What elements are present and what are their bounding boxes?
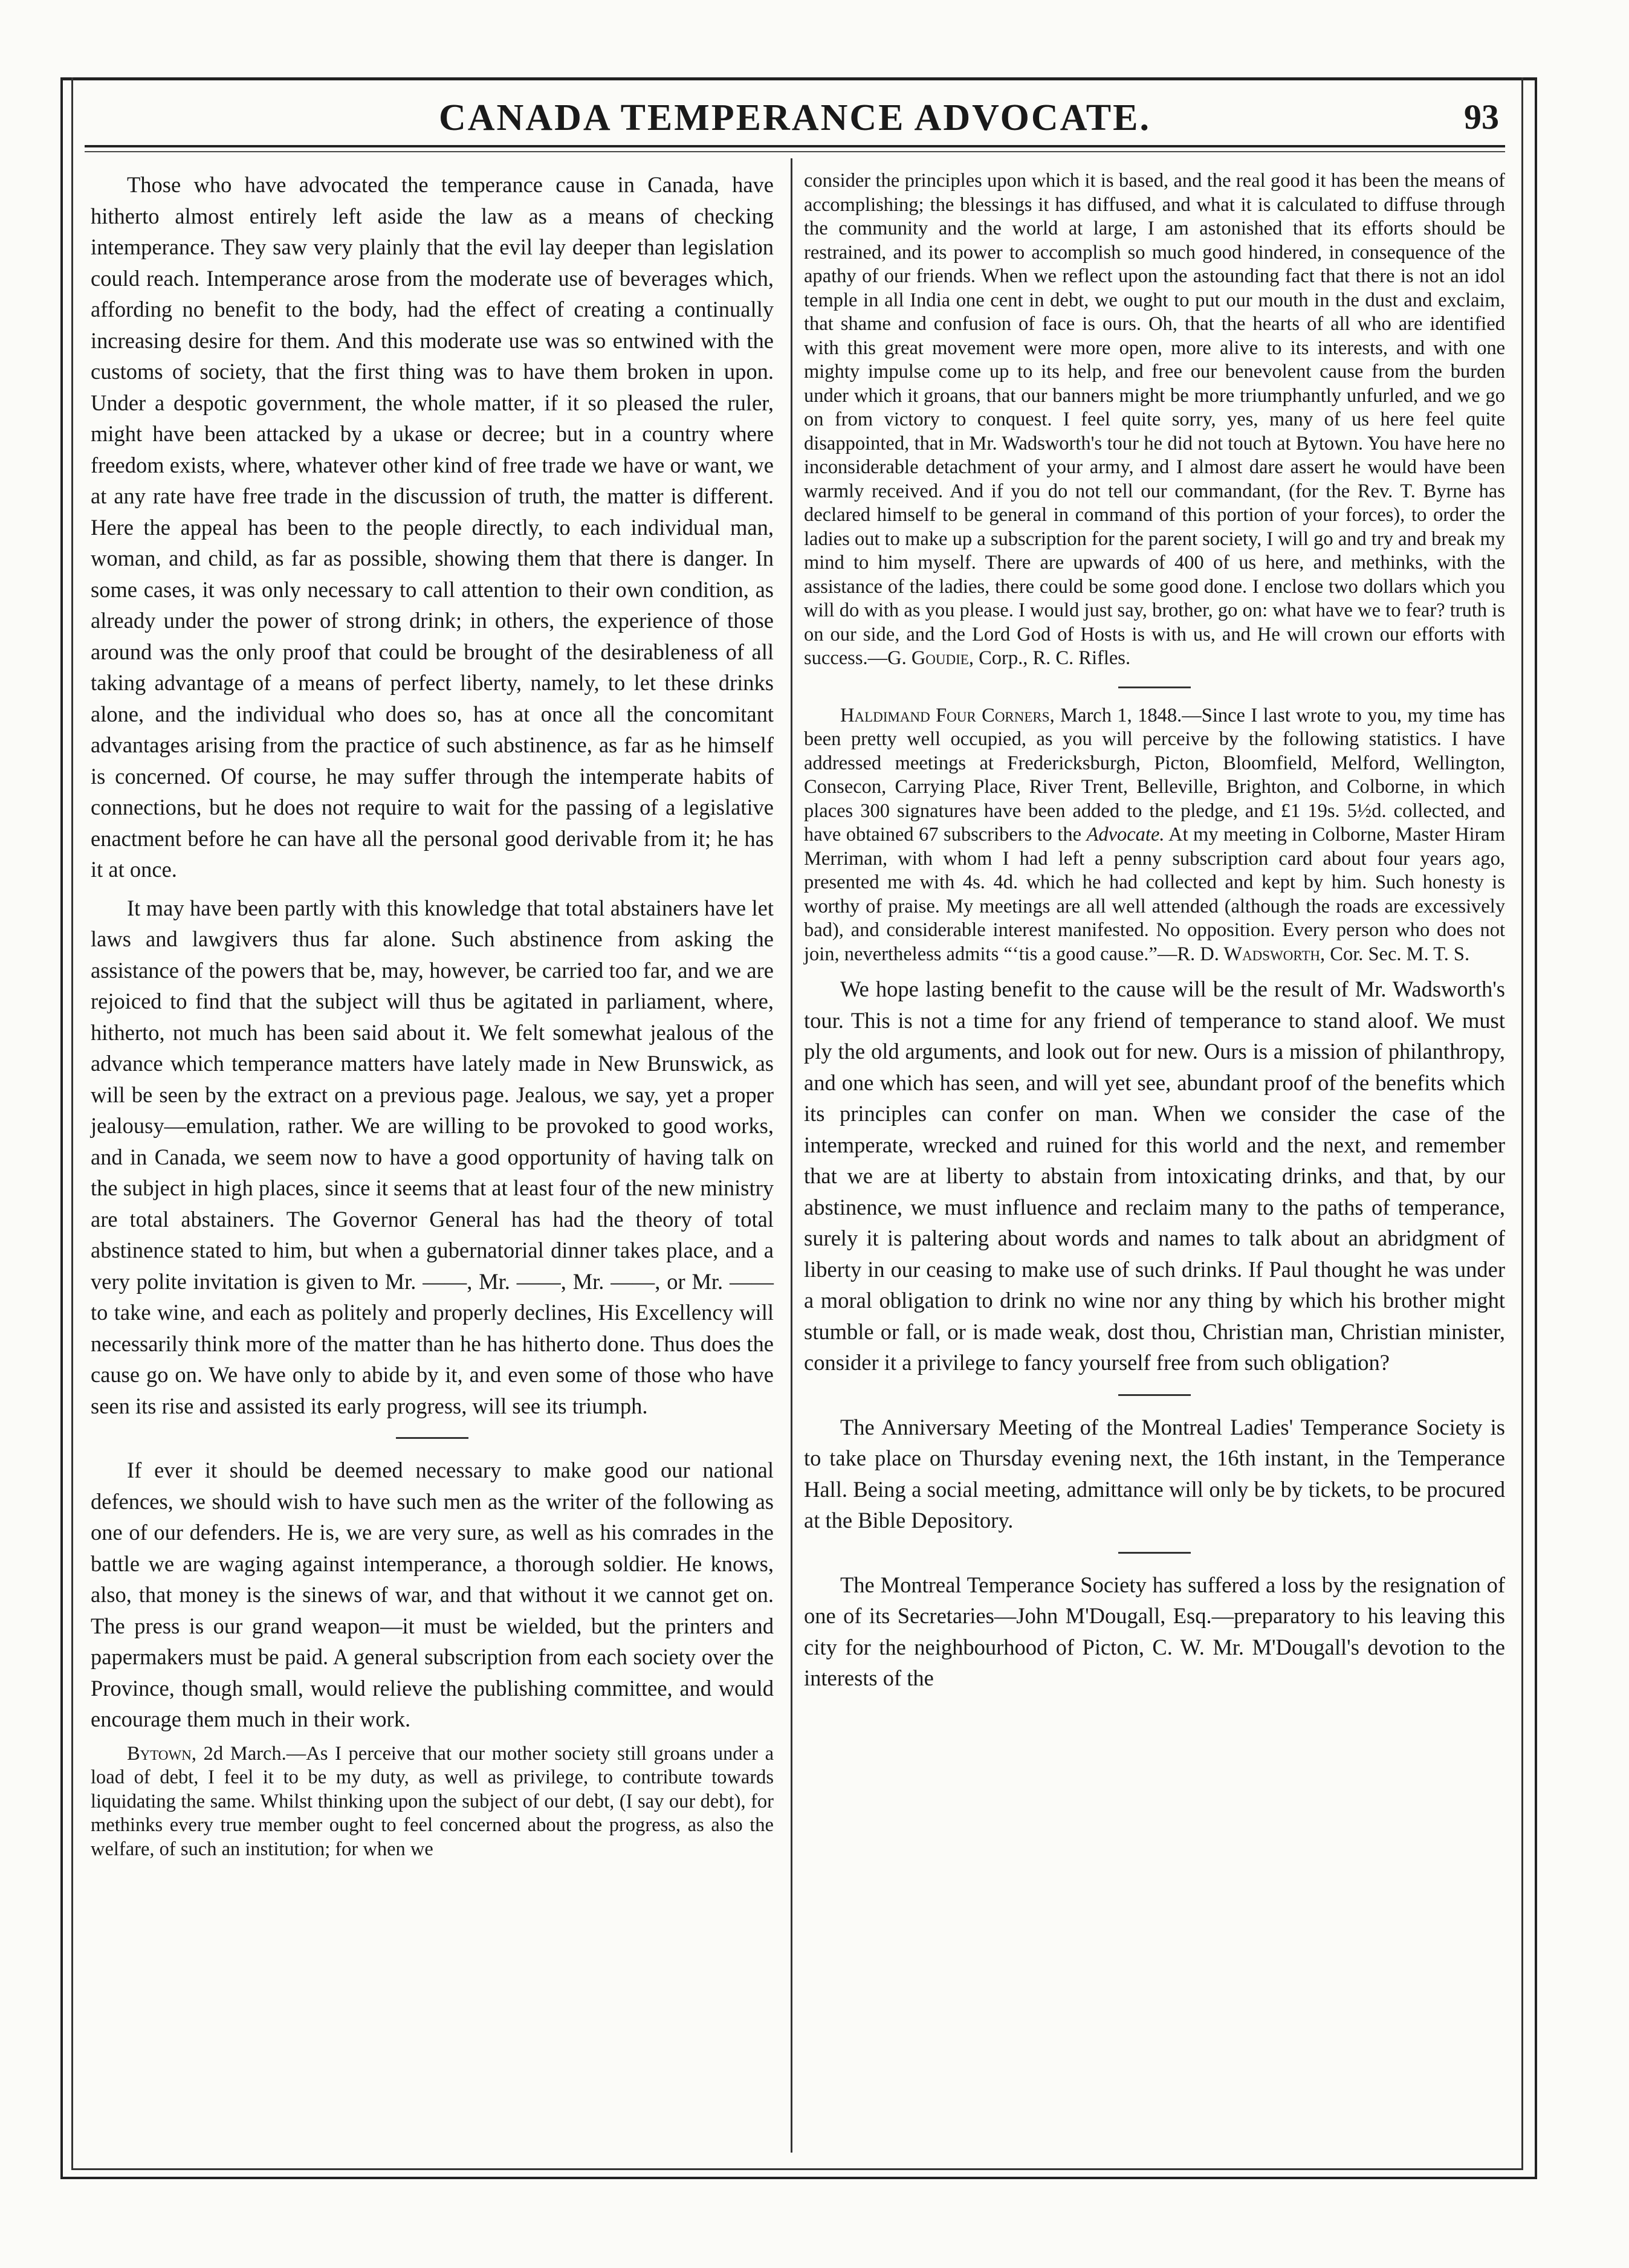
page-border-inner-bottom bbox=[71, 2168, 1523, 2170]
signature-name: R. D. Wadsworth, bbox=[1177, 943, 1326, 965]
editorial-article-tour bbox=[804, 974, 1505, 1378]
italic-title: Advocate. bbox=[1086, 824, 1165, 845]
paragraph: It may have been partly with this knowledge that total abstainers have let laws and lawgivers thus far alone. Such abstinence from asking the assistance of the powers that be, may, however, be carried too far, and we are rejoiced to find that the subject will thus be agitated in parliament, where, hitherto, not much has been said about it. We felt somewhat jealous of the advance which temperance matters have lately made in New Brunswick, as will be seen by the extract on a previous page. Jealous, we say, yet a proper jealousy—emulation, rather. We are willing to be provoked to good works, and in Canada, we seem now to have a good opportunity of having talk on the subject in high places, since it seems that at least four of the new ministry are total abstainers. The Governor General has had the theory of total abstinence stated to him, but when a gubernatorial dinner takes place, and a very polite invitation is given to Mr. ——, Mr. ——, Mr. ——, or Mr. —— to take wine, and each as politely and properly declines, His Excellency will necessarily think more of the matter than he has hitherto done. Thus does the cause go on. We have only to abide by it, and even some of those who have seen its rise and assisted its early progress, will see its triumph. bbox=[91, 895, 774, 1418]
letter-bytown bbox=[91, 1742, 774, 1862]
letter-text: At my meeting in Colborne, Master Hiram Merriman, with whom I had left a penny subscription card about four years ago, presented me with 4s. 4d. which he had collected and kept by him. Such honesty is worthy of praise. My meetings are all well attended (although the roads are excessively bad), and considerable interest manifested. No opposition. Every person who does not join, nevertheless admits “‘tis a good cause.”— bbox=[804, 824, 1505, 965]
paragraph: The Montreal Temperance Society has suffered a loss by the resignation of one of its Secretaries—John M'Dougall, Esq.—preparatory to his leaving this city for the neighbourhood of Picton, C. W. Mr. M'Dougall's devotion to the interests of the bbox=[804, 1572, 1505, 1690]
signature-rest: Corp., R. C. Rifles. bbox=[973, 647, 1131, 669]
letter-text: March 1, 1848.—Since I last wrote to you, my time has been pretty well occupied, as you will perceive by the following statistics. I have addressed meetings at Fredericksburgh, Picton, Bloomfield, Melford, Wellington, Consecon, Carrying Place, River Trent, Belleville, Brighton, and Colborne, in which places 300 signatures have been added to the pledge, and £1 19s. 5½d. collected, and have obtained 67 subscribers to the bbox=[804, 704, 1506, 845]
dateline: Bytown, bbox=[127, 1742, 196, 1765]
header-rule bbox=[85, 145, 1505, 147]
paragraph bbox=[91, 1742, 774, 1862]
page-header bbox=[85, 91, 1505, 139]
page-border-inner-left bbox=[71, 77, 73, 2168]
editorial-article-defenders bbox=[91, 1455, 774, 1735]
paragraph: The Anniversary Meeting of the Montreal Ladies' Temperance Society is to take place on Thursday evening next, the 16th instant, in the Temperance Hall. Being a social meeting, admittance will only be by tickets, to be procured at the Bible Depository. bbox=[804, 1414, 1505, 1533]
masthead-title: CANADA TEMPERANCE ADVOCATE. bbox=[438, 97, 1151, 138]
letter-haldimand bbox=[804, 704, 1505, 967]
signature-name: G. Goudie, bbox=[887, 647, 974, 669]
letter-text: 2d March.—As I perceive that our mother society still groans under a load of debt, I feel it to be my duty, as well as privilege, to contribute towards liquidating the same. Whilst thinking upon the subject of our debt, (I say our debt), for methinks every true member ought to feel concerned about the progress, as also the welfare, of such an institution; for when we bbox=[91, 1742, 774, 1860]
paragraph: If ever it should be deemed necessary to make good our national defences, we should wish to have such men as the writer of the following as one of our defenders. He is, we are very sure, as well as his comrades in the battle we are waging against intemperance, a thorough soldier. He knows, also, that money is the sinews of war, and that without it we cannot get on. The press is our grand weapon—it must be wielded, but the printers and papermakers must be paid. A general subscription from each society over the Province, though small, would relieve the publishing committee, and would encourage them much in their work. bbox=[91, 1458, 774, 1731]
paragraph bbox=[804, 704, 1505, 967]
section-separator bbox=[1118, 1394, 1191, 1396]
letter-bytown-continued bbox=[804, 169, 1505, 671]
paragraph: We hope lasting benefit to the cause will be the result of Mr. Wadsworth's tour. This is not a time for any friend of temperance to stand aloof. We must ply the old arguments, and look out for new. Ours is a mission of philanthropy, and one which has seen, and will yet see, abundant proof of the benefits which its principles can confer on man. When we consider the case of the intemperate, wrecked and ruined for this world and the next, and remember that we are at liberty to abstain from intoxicating drinks, and that, by our abstinence, we must influence and reclaim many to the paths of temperance, surely it is paltering about words and names to talk about an abridgment of liberty in our ceasing to make use of such drinks. If Paul thought he was under a moral obligation to drink no wine nor any thing by which his brother might stumble or fall, or is made weak, dost thou, Christian man, Christian minister, consider it a privilege to fancy yourself free from such obligation? bbox=[804, 977, 1505, 1375]
header-rule-thin bbox=[85, 151, 1505, 152]
notice-anniversary-meeting bbox=[804, 1412, 1505, 1536]
page-border-inner-right bbox=[1521, 77, 1523, 2168]
paragraph bbox=[804, 169, 1505, 671]
notice-mdougall-resignation bbox=[804, 1569, 1505, 1694]
editorial-article-legislation bbox=[91, 169, 774, 1421]
right-column bbox=[804, 169, 1505, 1701]
page-number: 93 bbox=[1464, 97, 1499, 137]
letter-text: consider the principles upon which it is based, and the real good it has been the means of accomplishing; the blessings it has diffused, and what it is calculated to diffuse through the community and the world at large, I am astonished that its efforts should be restrained, and its power to accomplish so much good hindered, in consequence of the apathy of our friends. When we reflect upon the astounding fact that there is not an idol temple in all India one cent in debt, we ought to put our mouth in the dust and exclaim, that shame and confusion of face is ours. Oh, that the hearts of all who are identified with this great movement were more open, more alive to its interests, and with one mighty impulse come up to its help, and free our benevolent cause from the burden under which it groans, that our banners might be more triumphantly unfurled, and we go on from victory to conquest. I feel quite sorry, yes, many of us here feel quite disappointed, that in Mr. Wadsworth's tour he did not touch at Bytown. You have here no inconsiderable detachment of your army, and I almost dare assert he would have been warmly received. And if you do not tell our commandant, (for the Rev. T. Byrne has declared himself to be general in command of this portion of your forces), to order the ladies out to make up a subscription for the parent society, I will go and try and break my mind to him myself. There are upwards of 400 of us here, and methinks, with the assistance of the ladies, there could be some good done. I enclose two dollars which you will do with as you please. I would just say, brother, go on: what have we to fear? truth is on our side, and the Lord God of Hosts is with us, and He will crown our efforts with success.— bbox=[804, 170, 1505, 669]
section-separator bbox=[1118, 1552, 1191, 1554]
section-separator bbox=[1118, 687, 1191, 688]
dateline: Haldimand Four Corners, bbox=[840, 704, 1055, 726]
column-divider bbox=[791, 158, 792, 2153]
paragraph: Those who have advocated the temperance cause in Canada, have hitherto almost entirely left aside the law as a means of checking intemperance. They saw very plainly that the evil lay deeper than legislation could reach. Intemperance arose from the moderate use of beverages which, affording no benefit to the body, had the effect of creating a continually increasing desire for them. And this moderate use was so entwined with the customs of society, that the first thing was to have them broken in upon. Under a despotic government, the whole matter, if it so pleased the ruler, might have been attacked by a ukase or decree; but in a country where freedom exists, where, whatever other kind of free trade we have or want, we at any rate have free trade in the discussion of truth, the matter is different. Here the appeal has been to the people directly, to each individual man, woman, and child, as far as possible, showing them that there is danger. In some cases, it was only necessary to call attention to their own condition, as already under the power of strong drink; in others, the experience of those around was the only proof that could be brought of the desirableness of all taking advantage of a means of perfect liberty, namely, to let these drinks alone, and the individual who does so, has at once all the concomitant advantages arising from the practice of such abstinence, as far as he himself is concerned. Of course, he may suffer through the intemperate habits of connections, but he does not require to wait for the passing of a legislative enactment before he can have all the personal good derivable from it; he has it at once. bbox=[91, 172, 774, 882]
section-separator bbox=[396, 1437, 468, 1439]
left-column bbox=[91, 169, 774, 1869]
signature-rest: Cor. Sec. M. T. S. bbox=[1325, 943, 1470, 965]
